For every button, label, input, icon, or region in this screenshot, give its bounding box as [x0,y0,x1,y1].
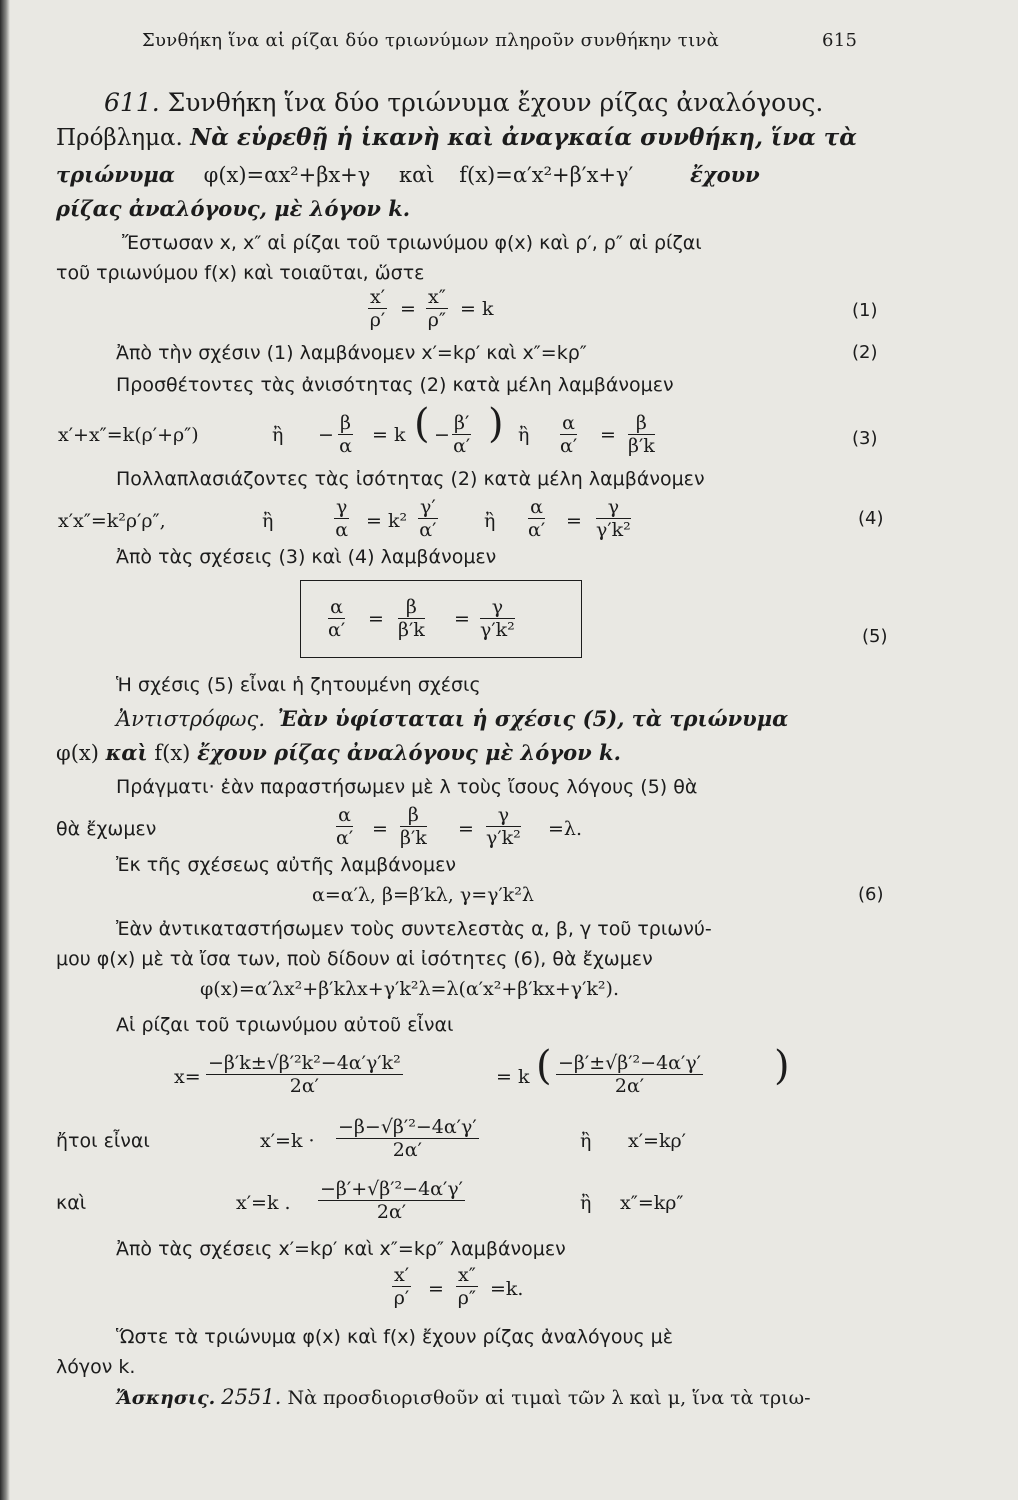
eq5-fraction-2: β β′k [398,596,425,641]
problem-line-1 [56,125,857,151]
paragraph-14b: λόγον k. [56,1356,136,1378]
eq5-equals-2: = [454,608,470,630]
eq3-minus: − [318,424,334,446]
section-heading [104,90,823,116]
eq3-fraction-4: β β′k [628,412,655,457]
eq5-tag: (5) [862,626,888,647]
eq6-tag: (6) [858,884,884,905]
section-title: Συνθήκη ἵνα δύο τριώνυμα ἔχουν ρίζας ἀναλόγους. [167,88,824,117]
eq-lambda-fraction-3: γ γ′k² [486,804,521,849]
eq4-eqk: = k² [366,510,408,532]
page-number: 615 [822,30,858,51]
problem-line-3: ρίζας ἀναλόγους, μὲ λόγον k. [56,196,411,221]
eq8-close-paren: ) [774,1043,790,1089]
eq10-or: ἢ [580,1192,592,1214]
eq3-fraction-2: β′ α′ [453,412,471,457]
eq7: φ(x)=α′λx²+β′kλx+γ′k²λ=λ(α′x²+β′kx+γ′k²). [200,978,620,1000]
eq8-open-paren: ( [536,1043,552,1089]
eq4-fraction-1: γ α [335,496,349,541]
exercise-label: Ἄσκησις. [116,1387,216,1409]
eq4-equals: = [566,510,582,532]
paragraph-7: Ἀντιστρόφως. Ἐὰν ὑφίσταται ἡ σχέσις (5), τὰ τριώνυμα [116,706,789,731]
eq3-close-paren: ) [488,401,504,447]
eq8-eqk: = k [496,1066,530,1088]
eq-lambda-pre: θὰ ἔχωμεν [56,818,157,840]
paragraph-12: Αἱ ρίζαι τοῦ τριωνύμου αὐτοῦ εἶναι [116,1014,454,1036]
eq9-rhs: x′=kρ′ [628,1130,686,1152]
eq1-tag: (1) [852,300,878,321]
paragraph-2: Ἀπὸ τὴν σχέσιν (1) λαμβάνομεν x′=kρ′ καὶ x″=kρ″ [116,342,587,364]
paragraph-13: Ἀπὸ τὰς σχέσεις x′=kρ′ καὶ x″=kρ″ λαμβάνομεν [116,1238,566,1260]
section-number: 611. [104,88,160,117]
eq4-or-1: ἢ [262,510,274,532]
eq11-fraction-1: x′ ρ′ [393,1264,410,1309]
paragraph-1a: Ἔστωσαν x, x″ αἱ ρίζαι τοῦ τριωνύμου φ(x) καὶ ρ′, ρ″ αἱ ρίζαι [122,232,702,254]
eq8-lhs: x= [174,1066,201,1088]
eq-lambda-post: =λ. [548,818,583,840]
paragraph-4: Πολλαπλασιάζοντες τὰς ἰσότητας (2) κατὰ μέλη λαμβάνομεν [116,468,705,490]
eq10-fraction: −β′+√β′²−4α′γ′ 2α′ [320,1178,463,1223]
eq3-or-2: ἢ [518,424,530,446]
problem-label: Πρόβλημα. [56,125,183,151]
eq3-tag: (3) [852,428,878,449]
eq9-or: ἢ [580,1130,592,1152]
eq11-fraction-2: x″ ρ″ [457,1264,477,1309]
paragraph-1b: τοῦ τριωνύμου f(x) καὶ τοιαῦται, ὥστε [56,262,425,284]
exercise-text: Νὰ προσδιορισθοῦν αἱ τιμαὶ τῶν λ καὶ μ, ἵνα τὰ τριω- [287,1387,811,1409]
eq3-fraction-1: β α [339,412,352,457]
problem-line-2: τριώνυμα φ(x)=αx²+βx+γ καὶ f(x)=α′x²+β′x+γ′ ἔχουν [56,162,760,187]
eq5-equals-1: = [368,608,384,630]
eq5-fraction-3: γ γ′k² [480,596,515,641]
eq-lambda-equals-1: = [372,818,388,840]
eq11-equals: = [428,1278,444,1300]
eq8-fraction-2: −β′±√β′²−4α′γ′ 2α′ [558,1052,701,1097]
eq3-lhs: x′+x″=k(ρ′+ρ″) [58,424,199,446]
eq9-lhs: x′=k · [260,1130,315,1152]
paragraph-14a: Ὥστε τὰ τριώνυμα φ(x) καὶ f(x) ἔχουν ρίζας ἀναλόγους μὲ [116,1326,673,1348]
eq-lambda-fraction-2: β β′k [400,804,427,849]
paragraph-6: Ἡ σχέσις (5) εἶναι ἡ ζητουμένη σχέσις [116,674,481,696]
paragraph-8: φ(x) καὶ f(x) ἔχουν ρίζας ἀναλόγους μὲ λόγον k. [56,740,621,765]
eq9-fraction: −β−√β′²−4α′γ′ 2α′ [338,1116,477,1161]
eq1-fraction-1: x′ ρ′ [369,286,386,331]
eq3-open-paren: ( [414,401,430,447]
problem-text-1: Νὰ εὑρεθῇ ἡ ἱκανὴ καὶ ἀναγκαία συνθήκη, ἵνα τὰ [190,124,857,151]
eq1-rest: = k [460,298,494,320]
page-edge-shadow [0,0,10,1500]
eq3-eqk: = k [372,424,406,446]
eq4-tag: (4) [858,508,884,529]
eq4-or-2: ἢ [484,510,496,532]
eq-lambda-fraction-1: α α′ [336,804,354,849]
eq2-tag: (2) [852,342,878,363]
paragraph-3: Προσθέτοντες τὰς ἀνισότητας (2) κατὰ μέλη λαμβάνομεν [116,374,674,396]
paragraph-11a: Ἐὰν ἀντικαταστήσωμεν τοὺς συντελεστὰς α, β, γ τοῦ τριωνύ- [116,918,712,940]
eq11-rest: =k. [490,1278,524,1300]
eq3-or-1: ἢ [272,424,284,446]
paragraph-5: Ἀπὸ τὰς σχέσεις (3) καὶ (4) λαμβάνομεν [116,546,497,568]
eq10-rhs: x″=kρ″ [620,1192,684,1214]
paragraph-10: Ἐκ τῆς σχέσεως αὐτῆς λαμβάνομεν [116,854,457,876]
eq1-fraction-2: x″ ρ″ [427,286,447,331]
eq10-pre: καὶ [56,1192,87,1214]
eq4-fraction-2: γ′ α′ [419,496,437,541]
exercise-line [116,1384,811,1411]
eq1-equals: = [400,298,416,320]
eq4-fraction-4: γ γ′k² [596,496,631,541]
eq-lambda-equals-2: = [458,818,474,840]
exercise-number: 2551. [221,1385,282,1409]
eq6: α=α′λ, β=β′kλ, γ=γ′k²λ [312,884,534,906]
running-title: Συνθήκη ἵνα αἱ ρίζαι δύο τριωνύμων πληροῦν συνθήκην τινὰ [142,30,720,51]
eq10-lhs: x′=k . [236,1192,291,1214]
paragraph-11b: μου φ(x) μὲ τὰ ἴσα των, ποὺ δίδουν αἱ ἰσότητες (6), θὰ ἔχωμεν [56,948,653,970]
paragraph-9: Πράγματι· ἐὰν παραστήσωμεν μὲ λ τοὺς ἴσους λόγους (5) θὰ [116,776,698,798]
eq3-fraction-3: α α′ [560,412,578,457]
eq8-fraction-1: −β′k±√β′²k²−4α′γ′k² 2α′ [208,1052,401,1097]
eq4-fraction-3: α α′ [528,496,546,541]
eq5-fraction-1: α α′ [328,596,346,641]
eq9-pre: ἤτοι εἶναι [56,1130,150,1152]
eq3-equals: = [600,424,616,446]
eq4-lhs: x′x″=k²ρ′ρ″, [58,510,166,532]
eq3-inner-minus: − [434,424,450,446]
